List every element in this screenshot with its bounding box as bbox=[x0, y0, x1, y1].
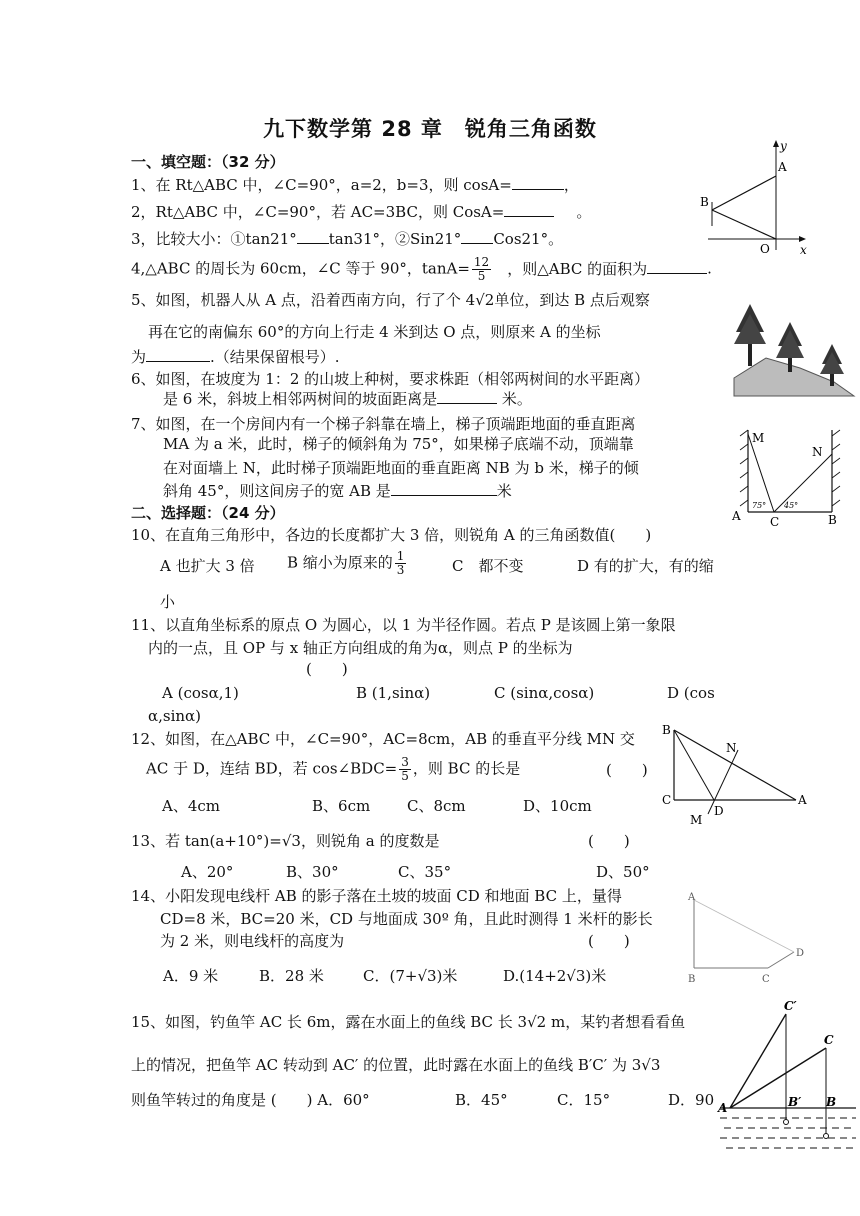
question-7-line3: 在对面墙上 N，此时梯子顶端距地面的垂直距离 NB 为 b 米，梯子的倾 bbox=[163, 459, 639, 477]
hillside-trees-figure bbox=[730, 300, 858, 400]
question-7-line1: 7、如图，在一个房间内有一个梯子斜靠在墙上，梯子顶端距地面的垂直距离 bbox=[131, 415, 636, 433]
rod-ac bbox=[730, 1048, 826, 1108]
segment-ab bbox=[712, 176, 776, 210]
float-icon bbox=[784, 1120, 789, 1125]
answer-paren[interactable]: ( ) bbox=[606, 761, 648, 779]
question-3: 3，比较大小：①tan21° tan31°，②Sin21° Cos21°。 bbox=[131, 230, 564, 248]
question-5-line3: 为 .（结果保留根号）. bbox=[131, 348, 340, 366]
y-axis-arrow bbox=[773, 140, 779, 147]
triangle-bisector-figure bbox=[658, 722, 814, 832]
question-15-line3: 则鱼竿转过的角度是 ( ) A．60° bbox=[131, 1091, 370, 1109]
question-12-line2: AC 于 D，连结 BD，若 cos∠BDC= $\frac{3}{5}$ ，则 BC 的长是 bbox=[146, 755, 521, 783]
option-a[interactable]: A、20° bbox=[181, 863, 234, 881]
label-b: B bbox=[700, 195, 709, 209]
answer-paren[interactable]: ( ) bbox=[588, 832, 630, 850]
fraction: $\frac{3}{5}$ bbox=[401, 755, 409, 783]
label-m: M bbox=[752, 431, 765, 445]
option-c[interactable]: C．(7+√3)米 bbox=[363, 967, 458, 985]
pole-shadow-figure bbox=[684, 888, 814, 992]
rod-ac-prime bbox=[730, 1014, 786, 1108]
option-a[interactable]: A (cosα,1) bbox=[162, 684, 239, 702]
question-14-line2: CD=8 米，BC=20 米，CD 与地面成 30º 角，且此时测得 1 米杆的影长 bbox=[160, 910, 653, 928]
question-6-line2: 是 6 米，斜坡上相邻两树间的坡面距离是 米。 bbox=[163, 390, 532, 408]
answer-blank[interactable] bbox=[647, 258, 707, 274]
label-a: A bbox=[718, 1101, 728, 1115]
option-a[interactable]: A．9 米 bbox=[163, 967, 219, 985]
x-axis-arrow bbox=[799, 236, 806, 242]
fraction: $\frac{12}{5}$ bbox=[473, 255, 490, 283]
ladder-cn bbox=[774, 454, 832, 512]
option-d[interactable]: D．90 bbox=[668, 1091, 715, 1109]
option-b[interactable]: B、30° bbox=[286, 863, 339, 881]
label-a: A bbox=[688, 892, 696, 903]
label-b-prime: B′ bbox=[788, 1095, 802, 1109]
label-b: B bbox=[826, 1095, 837, 1109]
option-b[interactable]: B、6cm bbox=[312, 797, 371, 815]
section-fill-in: 一、填空题：（32 分） bbox=[131, 153, 285, 171]
label-n: N bbox=[726, 741, 737, 755]
section-choice: 二、选择题：（24 分） bbox=[131, 504, 285, 522]
label-y: y bbox=[780, 139, 787, 153]
option-d-cont: 小 bbox=[160, 593, 176, 611]
answer-blank[interactable] bbox=[297, 228, 329, 244]
option-b[interactable]: B (1,sinα) bbox=[356, 684, 431, 702]
robot-path-figure bbox=[694, 138, 814, 258]
fraction: $\frac{1}{3}$ bbox=[396, 549, 405, 577]
question-15-line2: 上的情况，把鱼竿 AC 转动到 AC′ 的位置，此时露在水面上的鱼线 B′C′ 为 3√3 bbox=[131, 1056, 661, 1074]
answer-blank[interactable] bbox=[512, 174, 564, 190]
answer-blank[interactable] bbox=[437, 388, 497, 404]
label-b: B bbox=[662, 723, 671, 737]
sun-ray bbox=[694, 900, 794, 952]
question-4: 4,△ABC 的周长为 60cm，∠C 等于 90°，tanA= $\frac{12}{5}$ ，则△ABC 的面积为 . bbox=[131, 255, 712, 283]
question-13: 13、若 tan(a+10°)=√3，则锐角 a 的度数是 bbox=[131, 832, 440, 850]
option-d[interactable]: D、50° bbox=[596, 863, 650, 881]
angle-75: 75° bbox=[752, 501, 767, 510]
label-m: M bbox=[690, 813, 703, 827]
option-b[interactable]: B．45° bbox=[455, 1091, 508, 1109]
angle-45: 45° bbox=[784, 501, 799, 510]
option-c[interactable]: C．15° bbox=[557, 1091, 611, 1109]
question-2: 2，Rt△ABC 中，∠C=90°，若 AC=3BC，则 CosA= 。 bbox=[131, 203, 592, 221]
question-7-line2: MA 为 a 米，此时，梯子的倾斜角为 75°，如果梯子底端不动，顶端靠 bbox=[163, 435, 634, 453]
question-14-line3: 为 2 米，则电线杆的高度为 bbox=[160, 932, 345, 950]
label-o: O bbox=[760, 242, 770, 256]
answer-paren[interactable]: ( ) bbox=[306, 660, 348, 678]
label-c: C bbox=[662, 793, 672, 807]
slope-cd bbox=[768, 952, 794, 968]
question-7-line4: 斜角 45°，则这间房子的宽 AB 是 米 bbox=[163, 482, 512, 500]
label-c: C bbox=[824, 1033, 834, 1047]
option-d[interactable]: D (cos bbox=[667, 684, 715, 702]
question-11-line1: 11、以直角坐标系的原点 O 为圆心，以 1 为半径作圆。若点 P 是该圆上第一象限 bbox=[131, 616, 676, 634]
fishing-rod-figure bbox=[716, 996, 858, 1154]
answer-blank[interactable] bbox=[504, 201, 554, 217]
question-12-line1: 12、如图，在△ABC 中，∠C=90°，AC=8cm，AB 的垂直平分线 MN 交 bbox=[131, 730, 635, 748]
tree-icon bbox=[734, 304, 766, 366]
question-14-line1: 14、小阳发现电线杆 AB 的影子落在土坡的坡面 CD 和地面 BC 上，量得 bbox=[131, 887, 622, 905]
label-c: C bbox=[770, 515, 780, 529]
question-11-line2: 内的一点，且 OP 与 x 轴正方向组成的角为α，则点 P 的坐标为 bbox=[148, 639, 573, 657]
label-a: A bbox=[778, 160, 787, 174]
option-d-cont: α,sinα) bbox=[148, 707, 202, 725]
option-d[interactable]: D.(14+2√3)米 bbox=[503, 967, 607, 985]
question-6-line1: 6、如图，在坡度为 1：2 的山坡上种树，要求株距（相邻两树间的水平距离） bbox=[131, 370, 650, 388]
option-a[interactable]: A、4cm bbox=[162, 797, 221, 815]
label-a: A bbox=[798, 793, 807, 807]
option-c[interactable]: C、35° bbox=[398, 863, 452, 881]
option-c[interactable]: C (sinα,cosα) bbox=[494, 684, 595, 702]
answer-blank[interactable] bbox=[146, 346, 210, 362]
label-x: x bbox=[800, 243, 807, 257]
page-title: 九下数学第 28 章 锐角三角函数 bbox=[263, 117, 597, 141]
option-b[interactable]: B．28 米 bbox=[259, 967, 324, 985]
label-d: D bbox=[796, 948, 805, 959]
label-c: C bbox=[762, 974, 770, 985]
option-d[interactable]: D 有的扩大，有的缩 bbox=[577, 557, 714, 575]
ladder-room-figure bbox=[728, 424, 846, 532]
answer-blank[interactable] bbox=[461, 228, 493, 244]
float-icon bbox=[824, 1134, 829, 1139]
segment-bo bbox=[712, 210, 776, 239]
label-b: B bbox=[688, 974, 696, 985]
option-c[interactable]: C、8cm bbox=[407, 797, 466, 815]
label-c-prime: C′ bbox=[784, 999, 797, 1013]
label-b: B bbox=[828, 513, 837, 527]
question-5-line1: 5、如图，机器人从 A 点，沿着西南方向，行了个 4√2单位，到达 B 点后观察 bbox=[131, 291, 650, 309]
option-c[interactable]: C 都不变 bbox=[452, 557, 524, 575]
question-10: 10、在直角三角形中，各边的长度都扩大 3 倍，则锐角 A 的三角函数值( ) bbox=[131, 526, 652, 544]
option-d[interactable]: D、10cm bbox=[523, 797, 592, 815]
question-1: 1、在 Rt△ABC 中，∠C=90°，a=2，b=3，则 cosA= ， bbox=[131, 176, 579, 194]
question-5-line2: 再在它的南偏东 60°的方向上行走 4 米到达 O 点，则原来 A 的坐标 bbox=[148, 323, 601, 341]
label-a: A bbox=[732, 509, 741, 523]
segment-bd bbox=[674, 730, 714, 800]
option-b[interactable]: B 缩小为原来的 $\frac{1}{3}$ bbox=[287, 549, 405, 577]
question-15-line1: 15、如图，钓鱼竿 AC 长 6m，露在水面上的鱼线 BC 长 3√2 m，某钓者想看看鱼 bbox=[131, 1013, 686, 1031]
option-a[interactable]: A 也扩大 3 倍 bbox=[160, 557, 255, 575]
answer-blank[interactable] bbox=[391, 480, 497, 496]
answer-paren[interactable]: ( ) bbox=[588, 932, 630, 950]
label-d: D bbox=[714, 804, 724, 818]
label-n: N bbox=[812, 445, 823, 459]
